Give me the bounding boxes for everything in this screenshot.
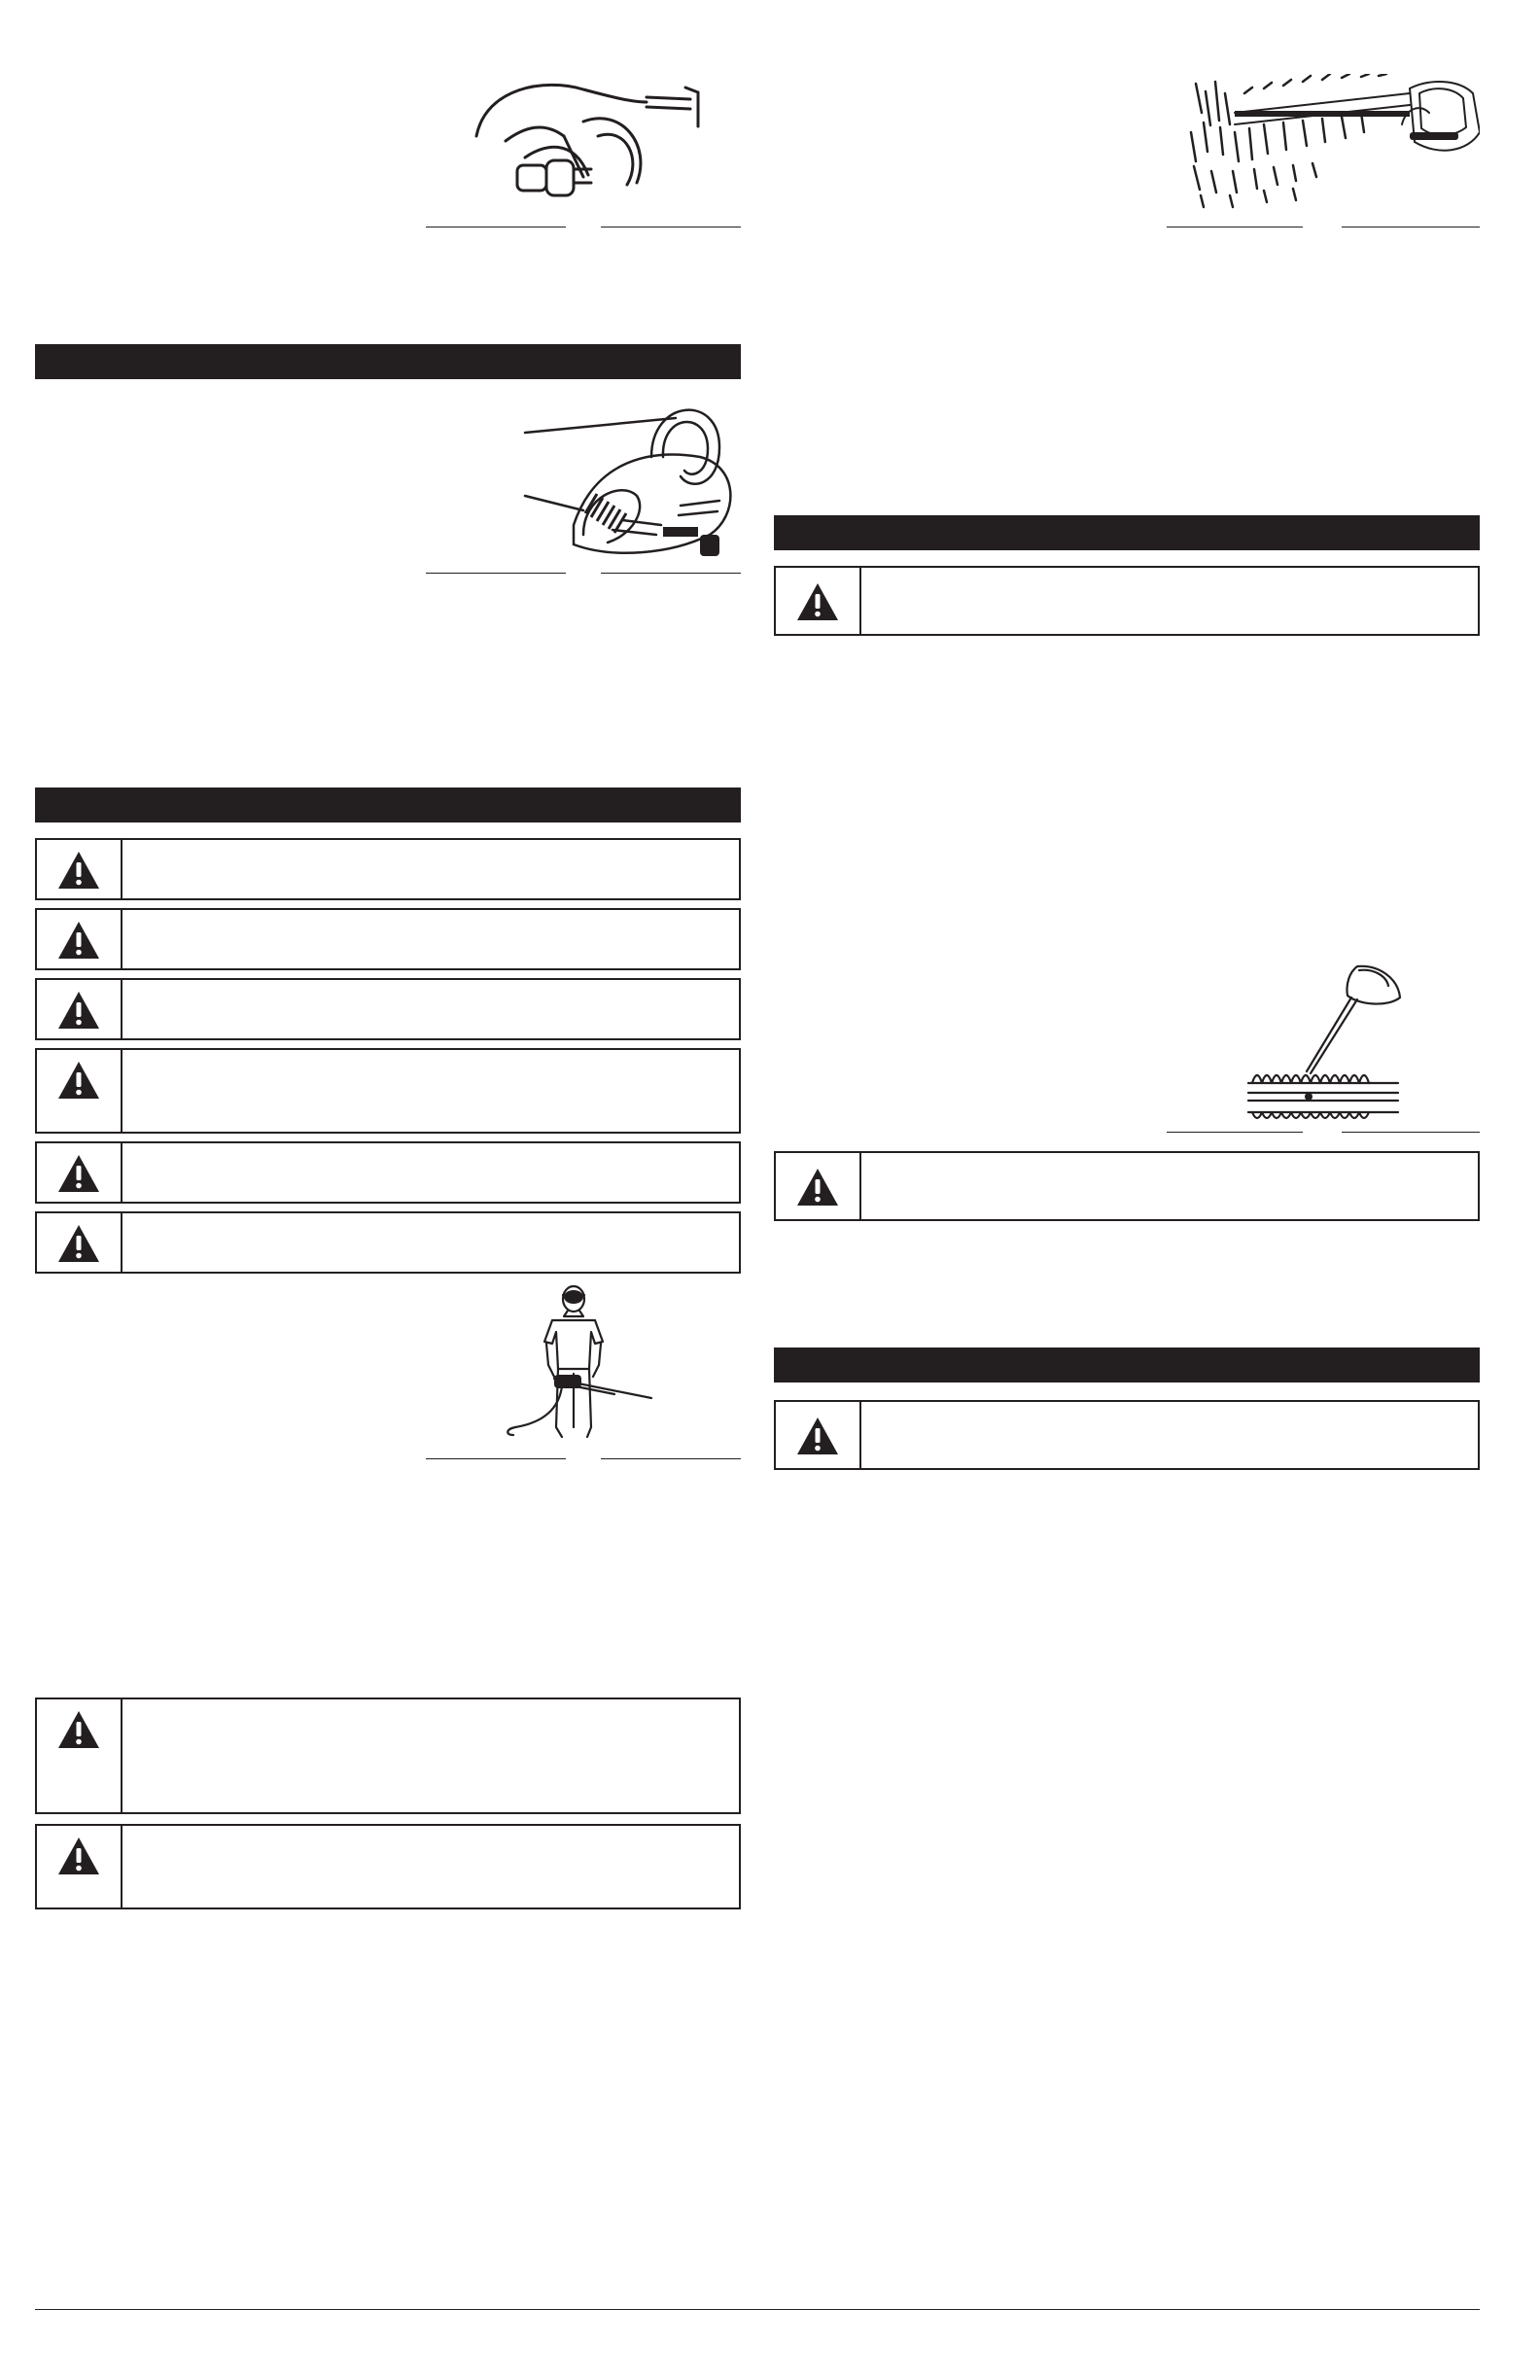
warning-icon-cell bbox=[37, 980, 122, 1038]
figure-caption-rule bbox=[1342, 1132, 1480, 1133]
warning-icon-cell bbox=[776, 1153, 861, 1219]
warning-triangle-icon bbox=[56, 1836, 101, 1876]
warning-icon-cell bbox=[776, 568, 861, 634]
warning-text bbox=[134, 1221, 729, 1264]
figure-caption-rule bbox=[1167, 227, 1303, 228]
warning-triangle-icon bbox=[795, 581, 840, 622]
warning-icon-cell bbox=[37, 1143, 122, 1202]
figure-caption-rule bbox=[601, 227, 741, 228]
warning-triangle-icon bbox=[56, 990, 101, 1031]
figure-caption-rule bbox=[601, 1458, 741, 1459]
warning-icon-cell bbox=[37, 1699, 122, 1812]
operator-stance-figure bbox=[506, 1281, 661, 1447]
warning-triangle-icon bbox=[795, 1167, 840, 1208]
cutting-hedge-figure bbox=[1176, 74, 1480, 210]
warning-icon-cell bbox=[37, 1050, 122, 1132]
warning-text bbox=[134, 1834, 729, 1900]
plug-connection-figure bbox=[467, 68, 700, 214]
warning-text bbox=[134, 988, 729, 1031]
section-header-bar bbox=[774, 1348, 1480, 1382]
section-header-bar bbox=[35, 344, 741, 379]
figure-caption-rule bbox=[426, 573, 566, 574]
warning-text bbox=[873, 576, 1468, 626]
warning-triangle-icon bbox=[56, 1709, 101, 1750]
warning-box bbox=[35, 1698, 741, 1814]
warning-triangle-icon bbox=[56, 1153, 101, 1194]
warning-box bbox=[35, 908, 741, 970]
blade-oiling-figure bbox=[1242, 957, 1408, 1122]
warning-box bbox=[774, 1151, 1480, 1221]
figure-caption-rule bbox=[426, 227, 566, 228]
warning-triangle-icon bbox=[56, 1223, 101, 1264]
warning-icon-cell bbox=[776, 1402, 861, 1468]
section-header-bar bbox=[774, 515, 1480, 550]
warning-text bbox=[134, 848, 729, 891]
warning-box bbox=[774, 1400, 1480, 1470]
warning-text bbox=[134, 918, 729, 961]
warning-text bbox=[873, 1410, 1468, 1460]
section-header-bar bbox=[35, 788, 741, 822]
page-footer-rule bbox=[35, 2309, 1480, 2310]
warning-text bbox=[134, 1058, 729, 1124]
warning-triangle-icon bbox=[56, 1060, 101, 1101]
figure-caption-rule bbox=[601, 573, 741, 574]
warning-box bbox=[35, 1824, 741, 1909]
warning-triangle-icon bbox=[795, 1416, 840, 1456]
warning-box bbox=[35, 1211, 741, 1274]
warning-triangle-icon bbox=[56, 850, 101, 891]
warning-icon-cell bbox=[37, 1213, 122, 1272]
warning-text bbox=[873, 1161, 1468, 1211]
warning-box bbox=[35, 978, 741, 1040]
warning-box bbox=[35, 1048, 741, 1134]
warning-triangle-icon bbox=[56, 920, 101, 961]
warning-box bbox=[774, 566, 1480, 636]
warning-text bbox=[134, 1707, 729, 1804]
warning-icon-cell bbox=[37, 1826, 122, 1908]
warning-box bbox=[35, 838, 741, 900]
figure-caption-rule bbox=[1342, 227, 1480, 228]
trimmer-handle-figure bbox=[515, 389, 741, 564]
figure-caption-rule bbox=[1167, 1132, 1303, 1133]
warning-icon-cell bbox=[37, 840, 122, 898]
warning-box bbox=[35, 1141, 741, 1204]
figure-caption-rule bbox=[426, 1458, 566, 1459]
warning-text bbox=[134, 1151, 729, 1194]
warning-icon-cell bbox=[37, 910, 122, 968]
